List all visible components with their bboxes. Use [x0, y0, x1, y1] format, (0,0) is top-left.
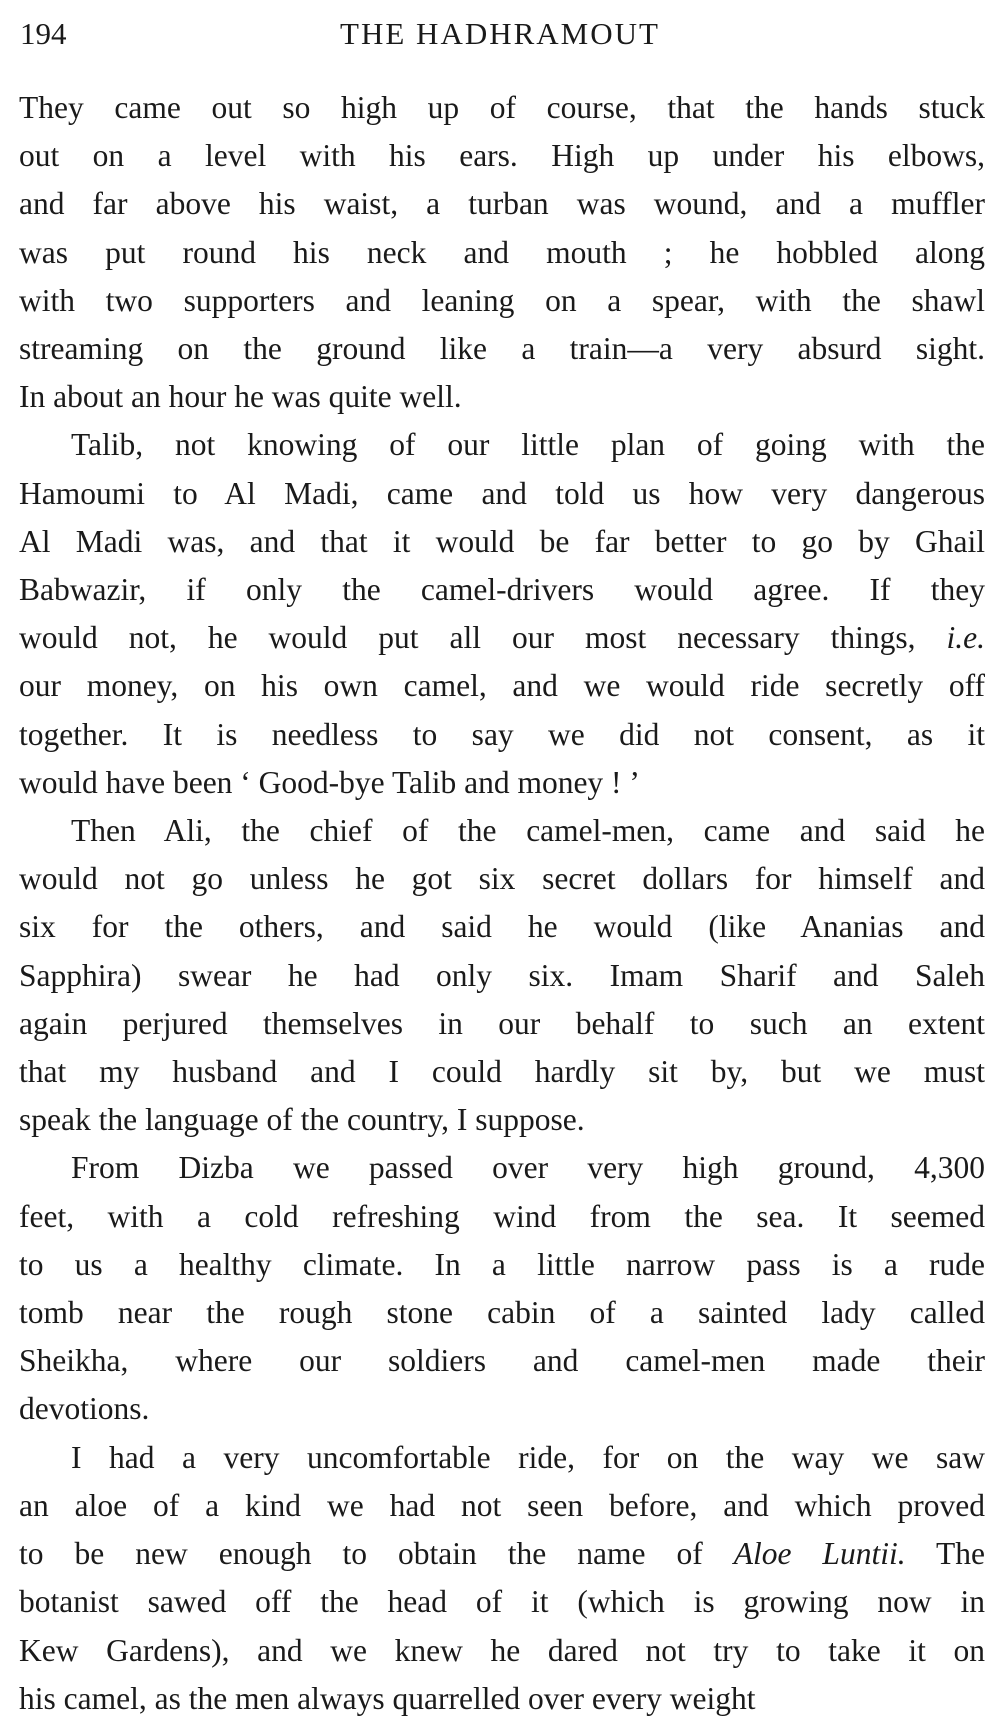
text-line: From Dizba we passed over very high ground, 4,300	[71, 1150, 985, 1186]
text-segment: to be new enough to obtain the name of	[19, 1536, 734, 1572]
text-line: tomb near the rough stone cabin of a sainted lady called	[19, 1295, 985, 1331]
paragraph	[19, 1144, 985, 1433]
paragraph	[19, 1434, 985, 1723]
paragraph	[19, 84, 985, 421]
text-line: would have been ‘ Good-bye Talib and money ! ’	[19, 764, 640, 800]
italic-term: Aloe Luntii.	[733, 1536, 906, 1572]
text-line: again perjured themselves in our behalf to such an extent	[19, 1005, 985, 1041]
text-line: In about an hour he was quite well.	[19, 379, 462, 415]
text-segment: The	[905, 1536, 986, 1572]
italic-term: i.e.	[946, 620, 985, 656]
text-line: Sapphira) swear he had only six. Imam Sharif and Saleh	[19, 957, 985, 993]
body-text	[19, 84, 985, 1723]
text-line: Babwazir, if only the camel-drivers would agree. If they	[19, 572, 985, 608]
text-line: Then Ali, the chief of the camel-men, came and said he	[71, 813, 985, 849]
text-line	[19, 614, 985, 662]
text-line: Hamoumi to Al Madi, came and told us how very dangerous	[19, 475, 985, 511]
text-line: speak the language of the country, I suppose.	[19, 1102, 585, 1138]
paragraph	[19, 807, 985, 1144]
text-line: Kew Gardens), and we knew he dared not try to take it on	[19, 1632, 985, 1668]
text-line: I had a very uncomfortable ride, for on the way we saw	[71, 1439, 985, 1475]
page-number: 194	[20, 16, 67, 51]
text-line: Talib, not knowing of our little plan of going with the	[71, 427, 985, 463]
text-line: his camel, as the men always quarrelled over every weight	[19, 1680, 756, 1716]
running-title: THE HADHRAMOUT	[340, 16, 660, 51]
page-header	[20, 16, 980, 56]
text-line: streaming on the ground like a train—a very absurd sight.	[19, 331, 985, 367]
text-line: botanist sawed off the head of it (which is growing now in	[19, 1584, 985, 1620]
text-line: together. It is needless to say we did not consent, as it	[19, 716, 985, 752]
text-line: devotions.	[19, 1391, 150, 1427]
text-segment: would not, he would put all our most necessary things,	[19, 620, 947, 656]
text-line: feet, with a cold refreshing wind from the sea. It seemed	[19, 1198, 985, 1234]
text-line: out on a level with his ears. High up under his elbows,	[19, 138, 985, 174]
text-line: They came out so high up of course, that the hands stuck	[19, 90, 985, 125]
text-line: six for the others, and said he would (like Ananias and	[19, 909, 985, 945]
paragraph	[19, 421, 985, 807]
text-line: would not go unless he got six secret dollars for himself and	[19, 861, 985, 897]
text-line: and far above his waist, a turban was wound, and a muffler	[19, 186, 985, 222]
text-line: Sheikha, where our soldiers and camel-men made their	[19, 1343, 985, 1379]
text-line: Al Madi was, and that it would be far better to go by Ghail	[19, 523, 985, 559]
text-line: to us a healthy climate. In a little narrow pass is a rude	[19, 1246, 985, 1282]
text-line	[19, 1530, 985, 1578]
text-line: an aloe of a kind we had not seen before, and which proved	[19, 1487, 985, 1523]
text-line: was put round his neck and mouth ; he hobbled along	[19, 234, 985, 270]
text-line: with two supporters and leaning on a spear, with the shawl	[19, 282, 985, 318]
text-line: our money, on his own camel, and we would ride secretly off	[19, 668, 985, 704]
text-line: that my husband and I could hardly sit by, but we must	[19, 1054, 985, 1090]
